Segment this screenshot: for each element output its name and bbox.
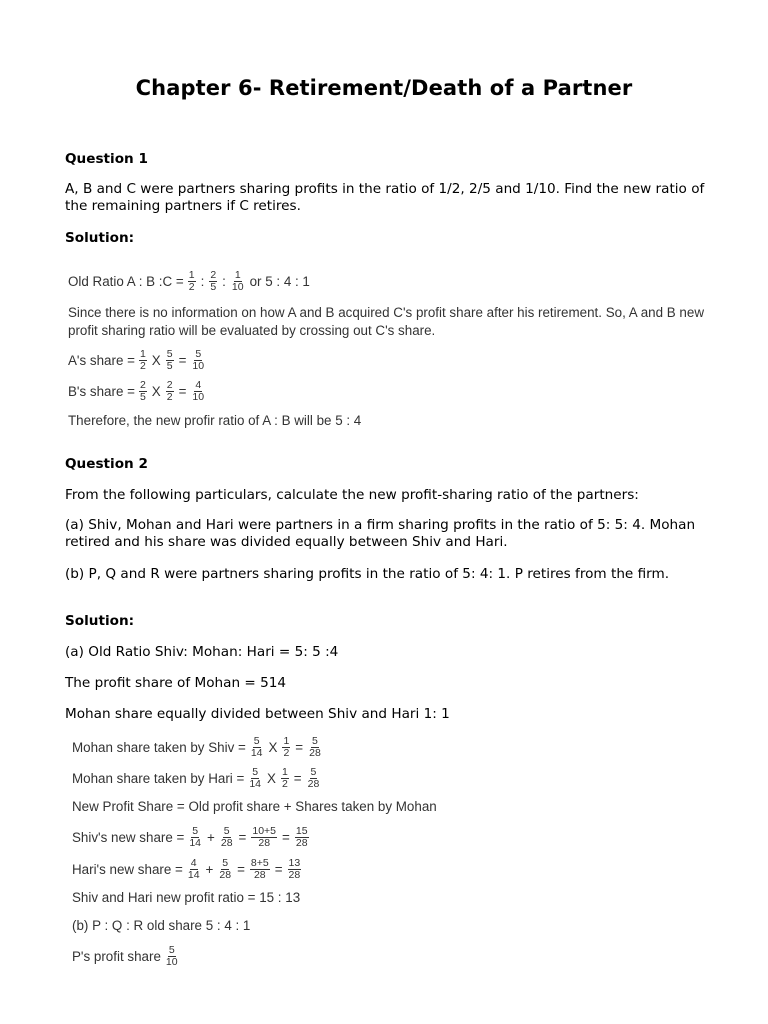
- question-1-text: A, B and C were partners sharing profits in the ratio of 1/2, 2/5 and 1/10. Find the new ratio of the remaining partners if C retires.: [65, 181, 705, 214]
- fraction: $\frac{8+5}{28}$: [250, 857, 269, 881]
- q2-mohan-share-line: The profit share of Mohan = 514: [65, 675, 287, 691]
- q2-p-share: P's profit share $\frac{5}{10}$: [72, 944, 178, 968]
- q1-a-share: A's share = $\frac{1}{2}$ X $\frac{5}{5}$ = $\frac{5}{10}$: [68, 348, 205, 372]
- fraction: $\frac{5}{28}$: [309, 735, 321, 759]
- q1-old-ratio-tail: or 5 : 4 : 1: [249, 273, 310, 289]
- fraction: $\frac{5}{28}$: [307, 766, 320, 790]
- fraction: $\frac{1}{2}$: [188, 269, 195, 293]
- q2-old-ratio-line: (a) Old Ratio Shiv: Mohan: Hari = 5: 5 :4: [65, 644, 339, 660]
- q2-hari-new-share: Hari's new share = $\frac{4}{14}$ + $\frac{5}{28}$ = $\frac{8+5}{28}$ = $\frac{13}{28}$: [72, 857, 301, 881]
- q1-conclusion: Therefore, the new profir ratio of A : B will be 5 : 4: [68, 413, 362, 428]
- q2-new-ratio-line: Shiv and Hari new profit ratio = 15 : 13: [72, 890, 301, 905]
- fraction: $\frac{10+5}{28}$: [252, 825, 277, 849]
- fraction: $\frac{15}{28}$: [295, 825, 308, 849]
- q2-divided-line: Mohan share equally divided between Shiv and Hari 1: 1: [65, 706, 450, 722]
- q2-part-b-old-share: (b) P : Q : R old share 5 : 4 : 1: [72, 918, 251, 933]
- fraction: $\frac{13}{28}$: [288, 857, 301, 881]
- fraction: $\frac{5}{14}$: [250, 735, 263, 759]
- question-1-solution-heading: Solution:: [65, 230, 135, 246]
- fraction: $\frac{1}{2}$: [281, 766, 288, 790]
- fraction: $\frac{4}{14}$: [187, 857, 200, 881]
- question-2-intro: From the following particulars, calculate the new profit-sharing ratio of the partners:: [65, 487, 639, 503]
- fraction: $\frac{1}{10}$: [231, 269, 244, 293]
- fraction: $\frac{5}{28}$: [219, 857, 232, 881]
- fraction: $\frac{2}{2}$: [166, 379, 173, 403]
- fraction: $\frac{5}{5}$: [166, 348, 173, 372]
- page-title: Chapter 6- Retirement/Death of a Partner: [135, 76, 633, 100]
- fraction: $\frac{5}{14}$: [249, 766, 262, 790]
- q1-b-share: B's share = $\frac{2}{5}$ X $\frac{2}{2}$ = $\frac{4}{10}$: [68, 379, 205, 403]
- fraction: $\frac{2}{5}$: [139, 379, 146, 403]
- q2-shiv-new-share: Shiv's new share = $\frac{5}{14}$ + $\frac{5}{28}$ = $\frac{10+5}{28}$ = $\frac{15}{28}$: [72, 825, 308, 849]
- fraction: $\frac{5}{14}$: [189, 825, 202, 849]
- question-2-solution-heading: Solution:: [65, 613, 135, 629]
- fraction: $\frac{4}{10}$: [192, 379, 205, 403]
- question-2-part-a: (a) Shiv, Mohan and Hari were partners in a firm sharing profits in the ratio of 5: 5: 4. Mohan retired and his share was divided equally between Shiv and Hari.: [65, 517, 696, 550]
- q1-old-ratio: Old Ratio A : B :C = $\frac{1}{2}$ : $\frac{2}{5}$ : $\frac{1}{10}$ or 5 : 4 : 1: [68, 269, 310, 293]
- q2-hari-taken: Mohan share taken by Hari = $\frac{5}{14}$ X $\frac{1}{2}$ = $\frac{5}{28}$: [72, 766, 320, 790]
- q2-shiv-taken: Mohan share taken by Shiv = $\frac{5}{14}$ X $\frac{1}{2}$ = $\frac{5}{28}$: [72, 735, 321, 759]
- fraction: $\frac{5}{10}$: [165, 944, 178, 968]
- question-2-part-b: (b) P, Q and R were partners sharing profits in the ratio of 5: 4: 1. P retires from the firm.: [65, 566, 670, 582]
- fraction: $\frac{2}{5}$: [210, 269, 217, 293]
- q1-note: Since there is no information on how A and B acquired C's profit share after his retirement. So, A and B new profit sharing ratio will be evaluated by crossing out C's share.: [68, 305, 704, 338]
- question-1-heading: Question 1: [65, 151, 148, 167]
- fraction: $\frac{1}{2}$: [139, 348, 146, 372]
- fraction: $\frac{5}{10}$: [192, 348, 205, 372]
- q2-new-share-rule: New Profit Share = Old profit share + Shares taken by Mohan: [72, 799, 437, 814]
- q1-old-ratio-label: Old Ratio A : B :C =: [68, 273, 184, 289]
- question-2-heading: Question 2: [65, 456, 148, 472]
- fraction: $\frac{1}{2}$: [283, 735, 290, 759]
- fraction: $\frac{5}{28}$: [220, 825, 233, 849]
